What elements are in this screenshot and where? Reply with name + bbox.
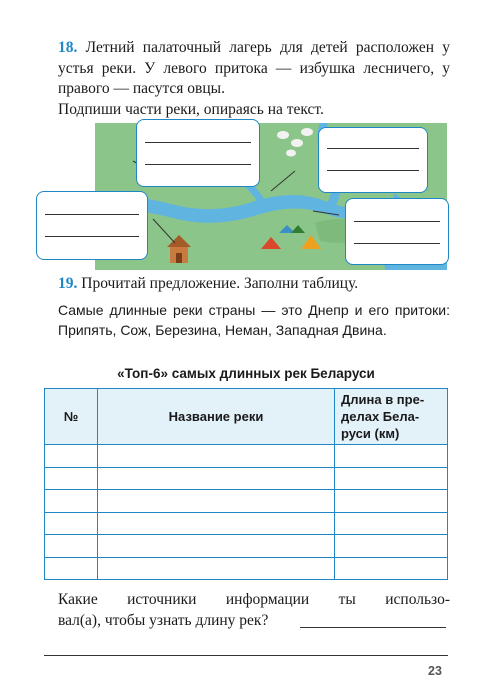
cell-number[interactable]	[45, 557, 98, 580]
cell-number[interactable]	[45, 512, 98, 535]
cell-length[interactable]	[335, 467, 448, 490]
task-18-number: 18.	[58, 39, 78, 56]
cell-number[interactable]	[45, 535, 98, 558]
cell-name[interactable]	[98, 557, 335, 580]
table-row	[45, 467, 448, 490]
task-19-text: Прочитай предложение. Заполни таблицу.	[81, 275, 359, 292]
question-line-2: вал(а), чтобы узнать длину рек?	[58, 611, 269, 629]
table-row	[45, 557, 448, 580]
callout-river-mouth[interactable]	[345, 198, 449, 265]
cell-length[interactable]	[335, 535, 448, 558]
answer-line-2[interactable]	[44, 655, 448, 656]
table-row	[45, 445, 448, 468]
cell-number[interactable]	[45, 467, 98, 490]
rivers-text: Самые длинные реки страны — это Днепр и его притоки: Припять, Сож, Березина, Неман, Западная Двина.	[58, 302, 450, 338]
question-line-1: Какие источники информации ты использо-	[58, 591, 450, 608]
task-19-number: 19.	[58, 275, 78, 292]
task-18-instruction: Подпиши части реки, опираясь на текст.	[58, 100, 324, 118]
table-header-row	[45, 389, 448, 445]
col-length-header	[335, 389, 448, 445]
answer-line[interactable]	[300, 627, 446, 628]
table-row	[45, 512, 448, 535]
cell-length[interactable]	[335, 445, 448, 468]
callout-river-source[interactable]	[36, 191, 148, 260]
cell-name[interactable]	[98, 490, 335, 513]
cell-name[interactable]	[98, 535, 335, 558]
table-title: «Топ-6» самых длинных рек Беларуси	[117, 366, 375, 381]
task-18-text	[58, 38, 450, 100]
table-row	[45, 490, 448, 513]
cell-length[interactable]	[335, 512, 448, 535]
task-18	[58, 38, 450, 120]
task-19	[58, 274, 450, 295]
cell-length[interactable]	[335, 490, 448, 513]
col-length-line: руси (км)	[341, 426, 400, 441]
callout-left-tributary[interactable]	[136, 119, 260, 187]
cell-name[interactable]	[98, 445, 335, 468]
cell-name[interactable]	[98, 512, 335, 535]
col-number-header: №	[45, 389, 98, 445]
cell-length[interactable]	[335, 557, 448, 580]
page-number: 23	[428, 664, 442, 678]
task-18-body: Летний палаточный лагерь для детей расположен у устья реки. У левого притока — избушка лесничего, у правого — пасутся овцы.	[58, 39, 450, 97]
col-length-line: Длина в пре-	[341, 392, 425, 407]
cell-number[interactable]	[45, 490, 98, 513]
callout-right-tributary[interactable]	[318, 127, 428, 193]
col-length-line: делах Бела-	[341, 409, 420, 424]
rivers-table	[44, 388, 448, 580]
cell-name[interactable]	[98, 467, 335, 490]
table-row	[45, 535, 448, 558]
cell-number[interactable]	[45, 445, 98, 468]
question	[58, 590, 450, 631]
col-name-header: Название реки	[98, 389, 335, 445]
